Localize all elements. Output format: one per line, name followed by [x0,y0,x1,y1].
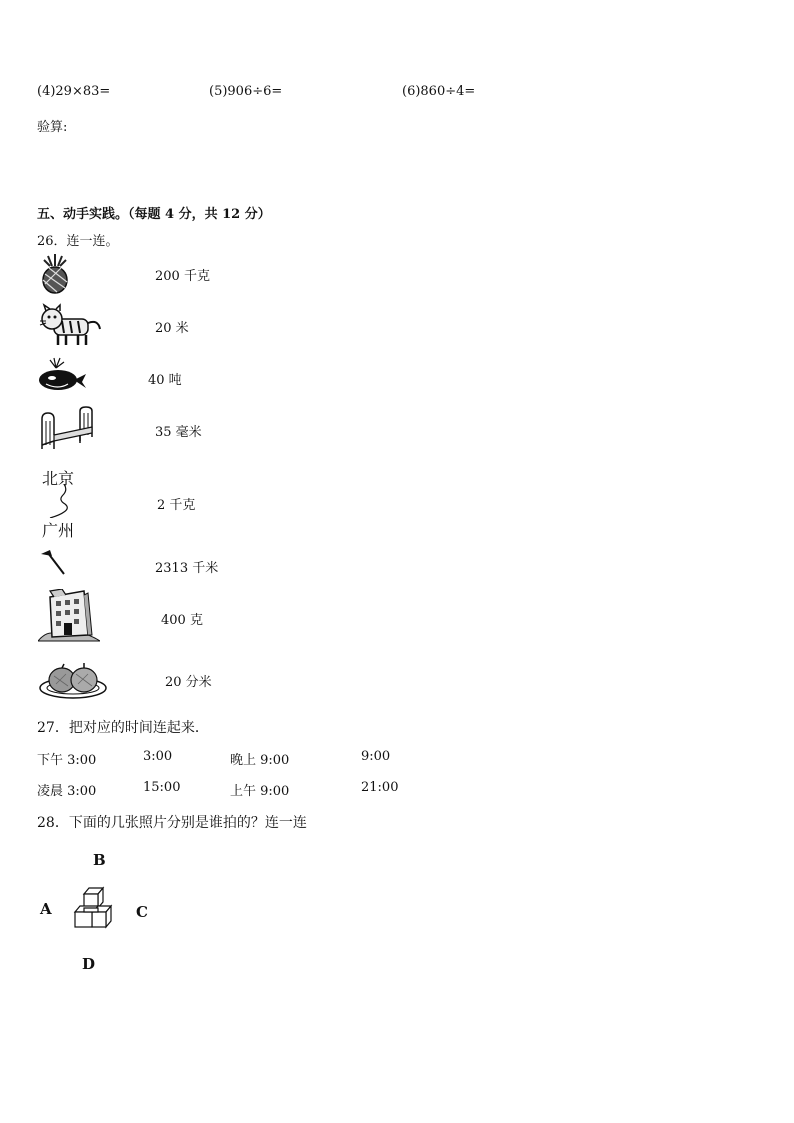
q26-label-5: 2 千克 [157,498,196,513]
q26-title: 26．连一连。 [37,234,119,249]
q26-label-4: 35 毫米 [155,425,202,440]
q27-title: 27．把对应的时间连起来． [37,720,209,736]
q27-row2-item2: 15:00 [143,780,181,795]
q28-label-d: D [82,955,96,973]
q27-row2-item4: 21:00 [361,780,399,795]
section-heading: 五、动手实践。（每题 4 分，共 12 分） [37,207,271,222]
tiger-icon [38,301,102,349]
map-label-beijing: 北京 [42,469,75,488]
q26-label-8: 20 分米 [165,675,212,690]
q26-label-6: 2313 千米 [155,561,219,576]
q27-row1-item1: 下午 3:00 [37,753,97,768]
calc-item-5: (5)906÷6= [209,84,283,99]
calc-item-4: (4)29×83= [37,84,111,99]
q27-row1-item3: 晚上 9:00 [230,753,290,768]
whale-icon [36,356,88,394]
q28-label-a: A [40,900,52,918]
bed-icon [38,405,96,451]
q27-row2-item3: 上午 9:00 [230,784,290,799]
route-line-icon [44,484,84,518]
q28-label-c: C [136,903,148,921]
stacked-cubes-icon [72,884,118,940]
q28-title: 28．下面的几张照片分别是谁拍的？连一连 [37,815,307,831]
q26-label-2: 20 米 [155,321,189,336]
q27-row2-item1: 凌晨 3:00 [37,784,97,799]
map-label-guangzhou: 广州 [42,521,75,540]
q26-label-3: 40 吨 [148,373,182,388]
calc-item-6: (6)860÷4= [402,84,476,99]
check-label: 验算: [37,120,68,135]
q26-label-7: 400 克 [161,613,203,628]
q27-row1-item4: 9:00 [361,749,391,764]
q28-label-b: B [93,851,106,869]
q26-label-1: 200 千克 [155,269,210,284]
building-icon [38,589,100,643]
apples-plate-icon [38,660,108,700]
nail-icon [38,548,68,576]
pineapple-icon [38,254,72,294]
q27-row1-item2: 3:00 [143,749,173,764]
